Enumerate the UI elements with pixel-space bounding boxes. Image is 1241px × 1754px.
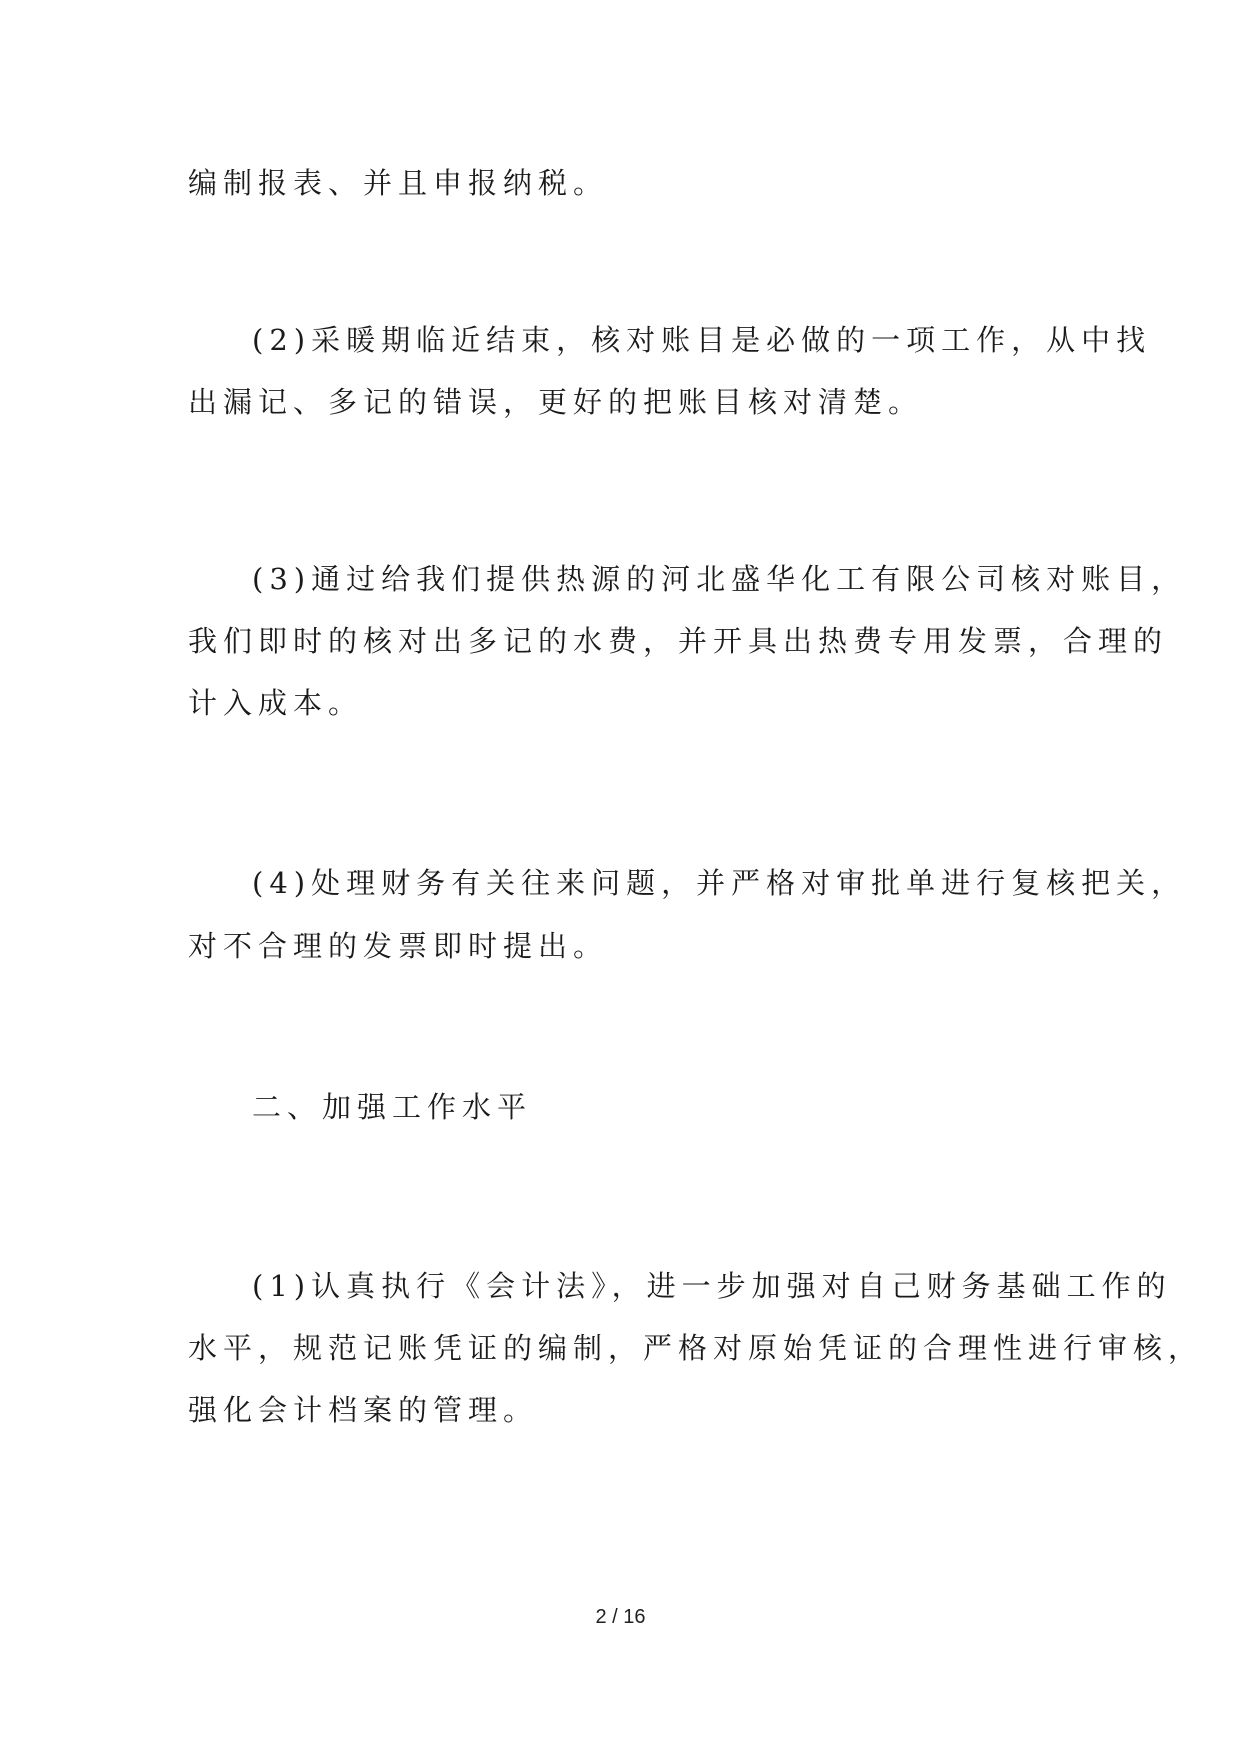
paragraph-line: 水平，规范记账凭证的编制，严格对原始凭证的合理性进行审核， bbox=[188, 1331, 1204, 1365]
paragraph-line: 计入成本。 bbox=[188, 686, 364, 720]
paragraph-line: 编制报表、并且申报纳税。 bbox=[188, 166, 609, 200]
paragraph-line: (4)处理财务有关往来问题，并严格对审批单进行复核把关， bbox=[252, 866, 1187, 900]
page-number: 2 / 16 bbox=[595, 1606, 646, 1628]
paragraph-line: 出漏记、多记的错误，更好的把账目核对清楚。 bbox=[188, 385, 924, 419]
section-heading: 二、加强工作水平 bbox=[252, 1090, 533, 1124]
paragraph-line: 对不合理的发票即时提出。 bbox=[188, 929, 609, 963]
paragraph-line: (2)采暖期临近结束，核对账目是必做的一项工作，从中找 bbox=[252, 323, 1152, 357]
paragraph-line: (1)认真执行《会计法》，进一步加强对自己财务基础工作的 bbox=[252, 1269, 1172, 1303]
paragraph-line: (3)通过给我们提供热源的河北盛华化工有限公司核对账目， bbox=[252, 562, 1187, 596]
paragraph-line: 我们即时的核对出多记的水费，并开具出热费专用发票，合理的 bbox=[188, 624, 1169, 658]
paragraph-line: 强化会计档案的管理。 bbox=[188, 1393, 539, 1427]
